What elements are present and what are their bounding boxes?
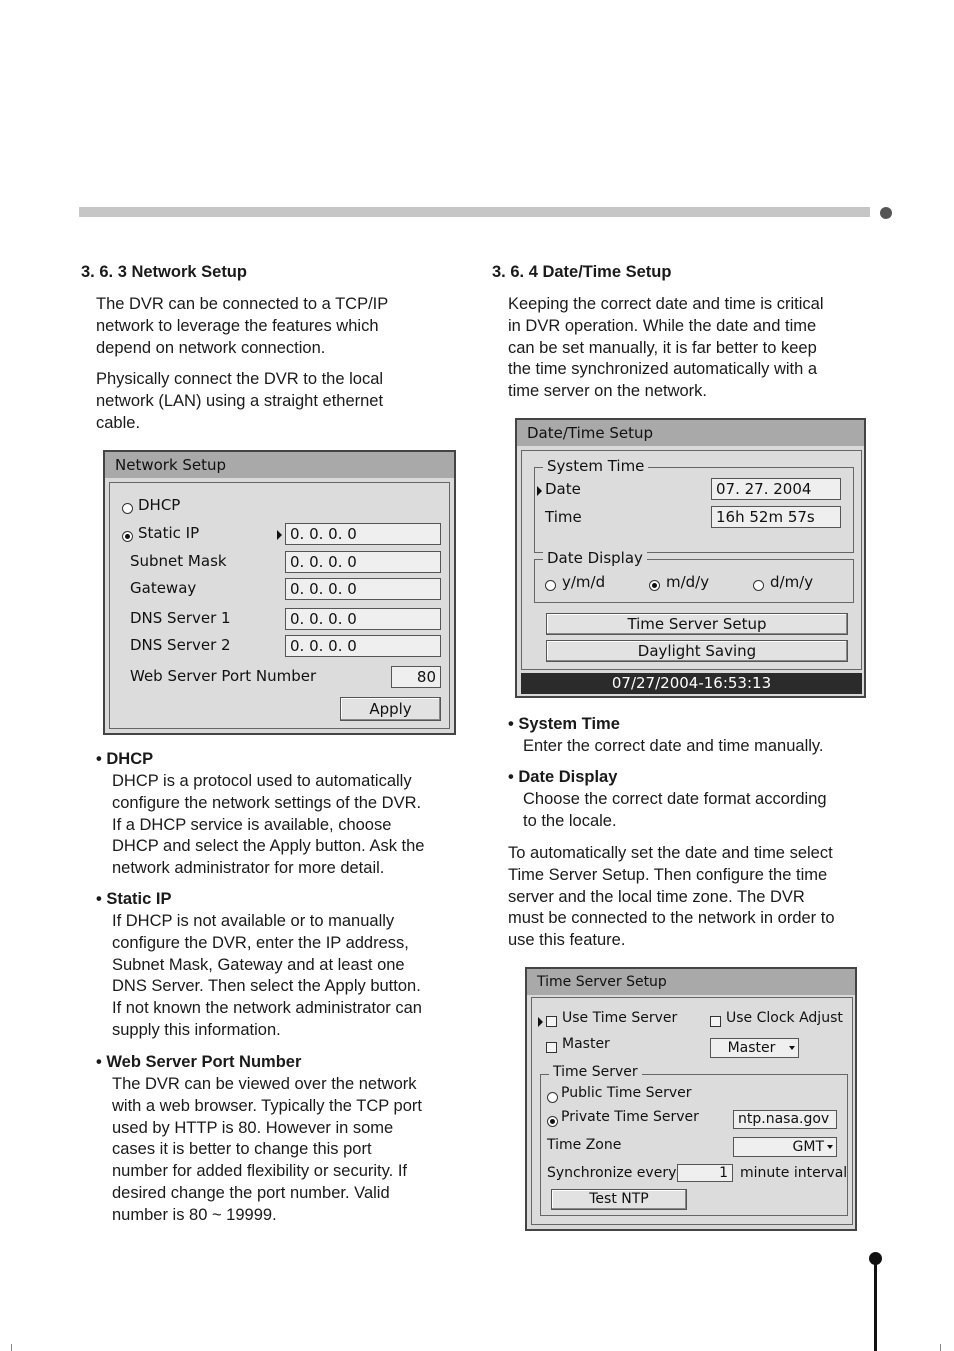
daylight-saving-button[interactable]: Daylight Saving [546, 640, 848, 662]
time-server-group [540, 1064, 848, 1216]
text-line: network administrator for more detail. [112, 859, 385, 878]
dialog-title: Network Setup [105, 452, 454, 478]
text-line: If DHCP is not available or to manually [112, 912, 395, 930]
text-line: DNS Server. Then select the Apply button. [112, 977, 421, 996]
text-line: DHCP is a protocol used to automatically [112, 772, 412, 790]
footer-rule [874, 1260, 877, 1351]
public-time-server-label: Public Time Server [561, 1085, 692, 1101]
text-line: network to leverage the features which [96, 316, 379, 335]
date-label: Date [545, 480, 581, 498]
text-line: Enter the correct date and time manually. [523, 737, 824, 755]
time-server-setup-dialog [525, 967, 857, 1231]
bullet-title: System Time [518, 715, 620, 733]
master-select[interactable] [710, 1038, 799, 1058]
network-setup-dialog [103, 450, 456, 735]
text-line: The DVR can be viewed over the network [112, 1075, 417, 1093]
dns-server-1-label: DNS Server 1 [130, 609, 231, 627]
use-clock-adjust-label: Use Clock Adjust [726, 1010, 843, 1026]
datetime-setup-dialog [515, 418, 866, 698]
text-line: To automatically set the date and time select [508, 844, 833, 862]
list-item-web-port [96, 1052, 301, 1074]
time-server-paragraph [508, 843, 835, 952]
sync-every-label: Synchronize every [547, 1165, 677, 1181]
dns-server-2-label: DNS Server 2 [130, 636, 231, 654]
master-select-value: Master [727, 1040, 776, 1056]
use-clock-adjust-checkbox[interactable] [710, 1016, 721, 1027]
bullet-marker: • [96, 750, 107, 768]
use-time-server-label: Use Time Server [562, 1010, 678, 1026]
bullet-marker: • [96, 1053, 107, 1071]
date-field[interactable]: 07. 27. 2004 [711, 478, 841, 500]
text-line: in DVR operation. While the date and time [508, 316, 817, 335]
network-intro-paragraph [96, 294, 388, 359]
cursor-caret-icon [538, 1017, 543, 1027]
server-address-field[interactable]: ntp.nasa.gov [733, 1110, 837, 1129]
status-clock: 07/27/2004-16:53:13 [521, 673, 862, 694]
header-dot [880, 207, 892, 219]
dialog-panel [109, 482, 450, 729]
list-item-static-ip [96, 889, 171, 911]
test-ntp-button[interactable]: Test NTP [551, 1189, 687, 1210]
text-line: depend on network connection. [96, 338, 326, 357]
text-line: Choose the correct date format according [523, 790, 827, 808]
dns-server-2-field[interactable]: 0. 0. 0. 0 [285, 635, 441, 657]
bullet-marker: • [508, 715, 519, 733]
text-line: cases it is better to change this port [112, 1140, 372, 1159]
dialog-panel [521, 450, 862, 670]
text-line: Keeping the correct date and time is critical [508, 295, 824, 313]
text-line: supply this information. [112, 1020, 281, 1039]
text-line: configure the DVR, enter the IP address, [112, 933, 409, 952]
list-item-system-time [508, 714, 620, 736]
master-checkbox[interactable] [546, 1042, 557, 1053]
text-line: the time synchronized automatically with a [508, 360, 818, 379]
sync-interval-field[interactable]: 1 [677, 1164, 733, 1182]
text-line: Physically connect the DVR to the local [96, 370, 384, 388]
bullet-title: DHCP [106, 750, 154, 768]
datetime-intro-paragraph [508, 294, 824, 403]
private-time-server-radio[interactable] [547, 1116, 558, 1127]
text-line: Subnet Mask, Gateway and at least one [112, 955, 405, 974]
time-zone-value: GMT [792, 1139, 824, 1155]
group-label: Time Server [549, 1064, 642, 1080]
text-line: server and the local time zone. The DVR [508, 887, 805, 906]
text-line: If not known the network administrator can [112, 999, 422, 1018]
section-heading-network: 3. 6. 3 Network Setup [81, 263, 247, 281]
section-heading-datetime: 3. 6. 4 Date/Time Setup [492, 263, 672, 281]
system-time-group [534, 457, 854, 553]
time-server-setup-button[interactable]: Time Server Setup [546, 613, 848, 635]
dhcp-label: DHCP [138, 496, 181, 514]
dialog-title: Time Server Setup [527, 969, 855, 995]
gateway-label: Gateway [130, 579, 197, 597]
ymd-label: y/m/d [562, 573, 606, 591]
master-label: Master [562, 1036, 610, 1052]
bullet-marker: • [96, 890, 107, 908]
web-port-field[interactable]: 80 [391, 666, 441, 688]
text-line: time server on the network. [508, 382, 707, 401]
list-item-dhcp [96, 749, 153, 771]
dialog-panel [531, 997, 853, 1225]
text-line: If a DHCP service is available, choose [112, 815, 392, 834]
dhcp-description [112, 771, 424, 880]
public-time-server-radio[interactable] [547, 1092, 558, 1103]
text-line: used by HTTP is 80. However in some [112, 1118, 394, 1137]
bullet-title: Static IP [106, 890, 172, 908]
apply-button[interactable]: Apply [340, 697, 441, 721]
time-label: Time [545, 508, 582, 526]
dmy-radio[interactable] [753, 580, 764, 591]
ymd-radio[interactable] [545, 580, 556, 591]
text-line: number for added flexibility or security. If [112, 1162, 407, 1181]
web-port-description [112, 1074, 422, 1227]
text-line: with a web browser. Typically the TCP port [112, 1096, 422, 1115]
private-time-server-label: Private Time Server [561, 1109, 699, 1125]
bullet-marker: • [508, 768, 519, 786]
static-ip-label: Static IP [138, 524, 200, 542]
minute-interval-label: minute interval [740, 1165, 848, 1181]
text-line: configure the network settings of the DVR. [112, 793, 422, 812]
text-line: must be connected to the network in order to [508, 909, 835, 928]
dmy-label: d/m/y [770, 573, 814, 591]
date-display-group [534, 549, 854, 603]
web-port-label: Web Server Port Number [130, 667, 317, 685]
crop-mark [11, 1344, 12, 1351]
text-line: number is 80 ~ 19999. [112, 1205, 277, 1224]
time-zone-select[interactable] [733, 1137, 837, 1157]
static-ip-description [112, 911, 422, 1042]
group-label: Date Display [543, 549, 647, 567]
subnet-mask-field[interactable]: 0. 0. 0. 0 [285, 551, 441, 573]
text-line: network (LAN) using a straight ethernet [96, 391, 384, 410]
date-display-description [523, 789, 827, 833]
system-time-description [523, 736, 824, 758]
list-item-date-display [508, 767, 617, 789]
chevron-down-icon [827, 1145, 833, 1149]
static-ip-radio[interactable] [122, 531, 133, 542]
ip-address-field[interactable]: 0. 0. 0. 0 [285, 523, 441, 545]
dhcp-radio[interactable] [122, 503, 133, 514]
mdy-label: m/d/y [666, 573, 710, 591]
crop-mark [940, 1344, 941, 1351]
cursor-caret-icon [277, 530, 282, 540]
text-line: desired change the port number. Valid [112, 1183, 390, 1202]
text-line: The DVR can be connected to a TCP/IP [96, 295, 389, 313]
bullet-title: Web Server Port Number [106, 1053, 302, 1071]
text-line: can be set manually, it is far better to keep [508, 338, 817, 357]
text-line: use this feature. [508, 931, 626, 950]
dialog-title: Date/Time Setup [517, 420, 864, 446]
bullet-title: Date Display [518, 768, 618, 786]
time-field[interactable]: 16h 52m 57s [711, 506, 841, 528]
group-label: System Time [543, 457, 648, 475]
network-cable-paragraph [96, 369, 383, 434]
text-line: DHCP and select the Apply button. Ask the [112, 837, 425, 856]
cursor-caret-icon [537, 486, 542, 496]
dns-server-1-field[interactable]: 0. 0. 0. 0 [285, 608, 441, 630]
subnet-mask-label: Subnet Mask [130, 552, 227, 570]
chevron-down-icon [789, 1046, 795, 1050]
header-rule [79, 207, 870, 217]
use-time-server-checkbox[interactable] [546, 1016, 557, 1027]
text-line: Time Server Setup. Then configure the time [508, 865, 828, 884]
text-line: cable. [96, 413, 141, 432]
text-line: to the locale. [523, 811, 617, 830]
time-zone-label: Time Zone [547, 1137, 622, 1153]
gateway-field[interactable]: 0. 0. 0. 0 [285, 578, 441, 600]
mdy-radio[interactable] [649, 580, 660, 591]
